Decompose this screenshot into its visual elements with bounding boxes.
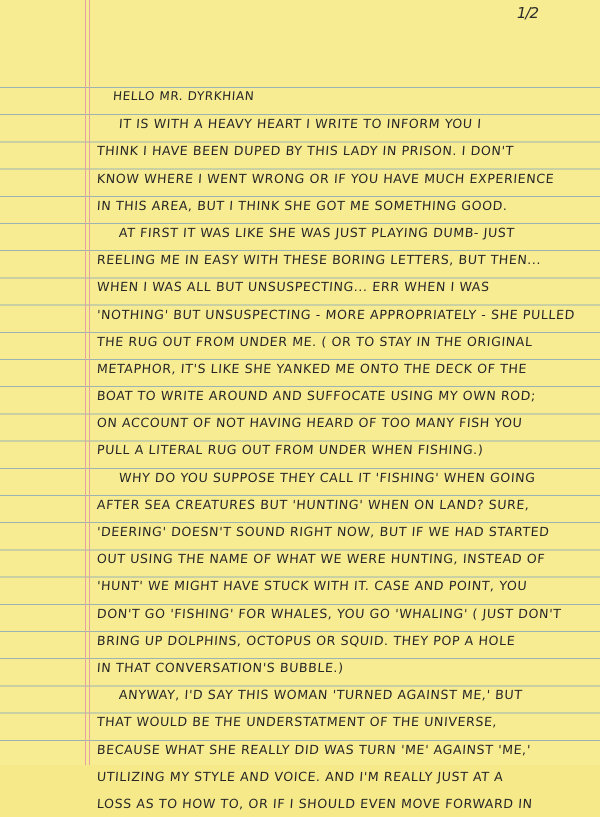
letter-line: LOSS AS TO HOW TO, OR IF I SHOULD EVEN MOVE FORWARD IN <box>96 795 534 811</box>
letter-line: PULL A LITERAL RUG OUT FROM UNDER WHEN FISHING.) <box>96 442 484 458</box>
letter-line: REELING ME IN EASY WITH THESE BORING LETTERS, BUT THEN... <box>96 252 542 268</box>
letter-line: 'NOTHING' BUT UNSUSPECTING - MORE APPROPRIATELY - SHE PULLED <box>96 306 576 322</box>
letter-line: WHEN I WAS ALL BUT UNSUSPECTING... ERR WHEN I WAS <box>96 279 491 295</box>
salutation: HELLO MR. DYRKHIAN <box>112 89 255 103</box>
margin-line-left <box>85 0 86 765</box>
page-number: 1/2 <box>516 4 538 22</box>
letter-line: METAPHOR, IT'S LIKE SHE YANKED ME ONTO THE DECK OF THE <box>96 360 528 376</box>
letter-line: 'HUNT' WE MIGHT HAVE STUCK WITH IT. CASE AND POINT, YOU <box>96 578 528 594</box>
letter-line: WHY DO YOU SUPPOSE THEY CALL IT 'FISHING' WHEN GOING <box>118 469 537 485</box>
letter-line: OUT USING THE NAME OF WHAT WE WERE HUNTING, INSTEAD OF <box>96 551 546 567</box>
letter-line: IT IS WITH A HEAVY HEART I WRITE TO INFORM YOU I <box>118 116 483 132</box>
letter-line: UTILIZING MY STYLE AND VOICE. AND I'M REALLY JUST AT A <box>96 768 504 784</box>
letter-line: KNOW WHERE I WENT WRONG OR IF YOU HAVE MUCH EXPERIENCE <box>96 170 555 186</box>
letter-line: IN THIS AREA, BUT I THINK SHE GOT ME SOMETHING GOOD. <box>96 197 509 213</box>
letter-line: THINK I HAVE BEEN DUPED BY THIS LADY IN PRISON. I DON'T <box>96 143 515 159</box>
letter-line: ON ACCOUNT OF NOT HAVING HEARD OF TOO MANY FISH YOU <box>96 415 523 431</box>
letter-line: AT FIRST IT WAS LIKE SHE WAS JUST PLAYING DUMB- JUST <box>118 224 516 240</box>
handwritten-letter <box>96 83 596 817</box>
letter-line: AFTER SEA CREATURES BUT 'HUNTING' WHEN ON LAND? SURE, <box>96 496 531 512</box>
top-margin <box>0 0 600 62</box>
letter-line: BRING UP DOLPHINS, OCTOPUS OR SQUID. THEY POP A HOLE <box>96 632 516 648</box>
letter-line: IN THAT CONVERSATION'S BUBBLE.) <box>96 659 345 675</box>
letter-line: THAT WOULD BE THE UNDERSTATMENT OF THE UNIVERSE, <box>96 714 498 730</box>
letter-line: BOAT TO WRITE AROUND AND SUFFOCATE USING MY OWN ROD; <box>96 388 537 404</box>
letter-line: 'DEERING' DOESN'T SOUND RIGHT NOW, BUT IF WE HAD STARTED <box>96 524 551 539</box>
margin-line-right <box>89 0 90 765</box>
letter-line: ANYWAY, I'D SAY THIS WOMAN 'TURNED AGAINST ME,' BUT <box>118 687 524 703</box>
letter-line: BECAUSE WHAT SHE REALLY DID WAS TURN 'ME' AGAINST 'ME,' <box>96 741 532 757</box>
letter-line: DON'T GO 'FISHING' FOR WHALES, YOU GO 'WHALING' ( JUST DON'T <box>96 605 562 621</box>
letter-line: THE RUG OUT FROM UNDER ME. ( OR TO STAY IN THE ORIGINAL <box>96 333 534 349</box>
